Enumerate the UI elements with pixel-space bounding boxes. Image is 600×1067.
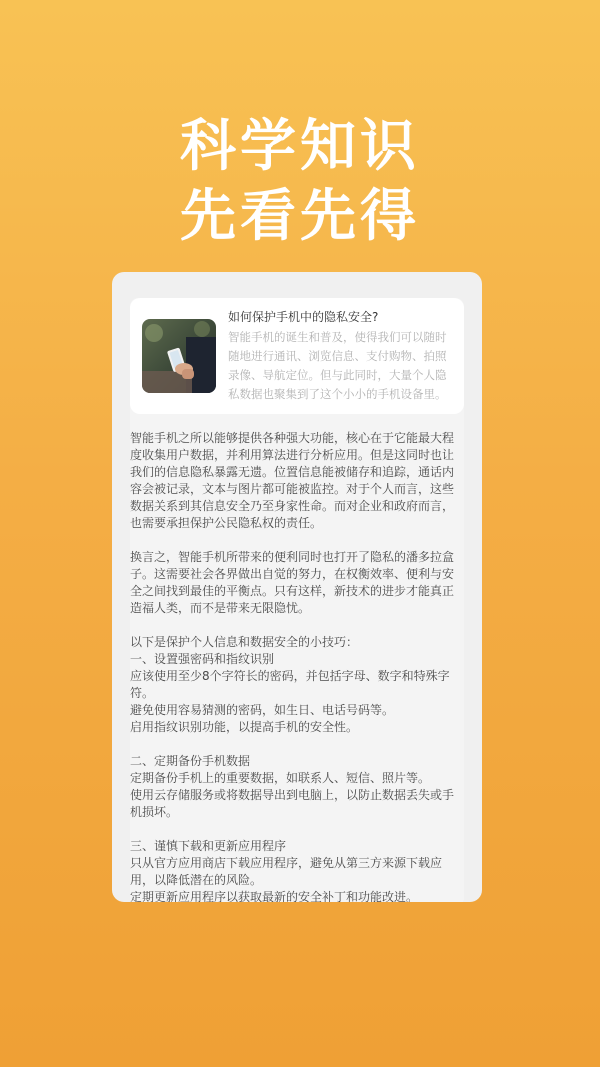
tips-intro: 以下是保护个人信息和数据安全的小技巧： (130, 635, 359, 649)
tip-heading: 三、谨慎下载和更新应用程序 (130, 839, 287, 853)
tip-heading: 二、定期备份手机数据 (130, 754, 251, 768)
tip-line: 避免使用容易猜测的密码，如生日、电话号码等。 (130, 703, 395, 717)
article-content (130, 298, 464, 902)
tip-line: 只从官方应用商店下载应用程序，避免从第三方来源下载应用，以降低潜在的风险。 (130, 856, 443, 887)
preview-description: 智能手机的诞生和普及，使得我们可以随时随地进行通讯、浏览信息、支付购物、拍照录像、导航定位。但与此同时，大量个人隐私数据也聚集到了这个小小的手机设备里。 (228, 329, 447, 401)
hero-line-1: 科学知识 (180, 114, 420, 179)
article-thumbnail (142, 319, 216, 393)
article-card[interactable] (112, 272, 482, 902)
tip-line: 应该使用至少8个字符长的密码，并包括字母、数字和特殊字符。 (130, 669, 450, 700)
hand-holding-phone-photo-icon (142, 319, 216, 393)
preview-title: 如何保护手机中的隐私安全? (228, 309, 379, 324)
article-body (130, 414, 464, 902)
article-preview[interactable] (130, 298, 464, 414)
tip-line: 定期备份手机上的重要数据，如联系人、短信、照片等。 (130, 771, 431, 785)
hero-line-2: 先看先得 (180, 184, 420, 249)
tips-section (130, 753, 462, 821)
hero-headline (0, 112, 600, 252)
tips-section (130, 838, 462, 902)
article-paragraph: 换言之，智能手机所带来的便利同时也打开了隐私的潘多拉盒子。这需要社会各界做出自觉的努力，在权衡效率、便利与安全之间找到最佳的平衡点。只有这样，新技术的进步才能真正造福人类，而不是带来无限隐忧。 (130, 550, 455, 615)
tip-line: 使用云存储服务或将数据导出到电脑上，以防止数据丢失或手机损坏。 (130, 788, 455, 819)
tip-heading: 一、设置强密码和指纹识别 (130, 652, 275, 666)
tip-line: 启用指纹识别功能，以提高手机的安全性。 (130, 720, 359, 734)
tips-section (130, 634, 462, 736)
article-paragraph: 智能手机之所以能够提供各种强大功能，核心在于它能最大程度收集用户数据，并利用算法进行分析应用。但是这同时也让我们的信息隐私暴露无遗。位置信息能被储存和追踪，通话内容会被记录，文本与图片都可能被监控。对于个人而言，这些数据关系到其信息安全乃至身家性命。而对企业和政府而言，也需要承担保护公民隐私权的责任。 (130, 431, 455, 530)
tip-line: 定期更新应用程序以获取最新的安全补丁和功能改进。 (130, 890, 419, 902)
